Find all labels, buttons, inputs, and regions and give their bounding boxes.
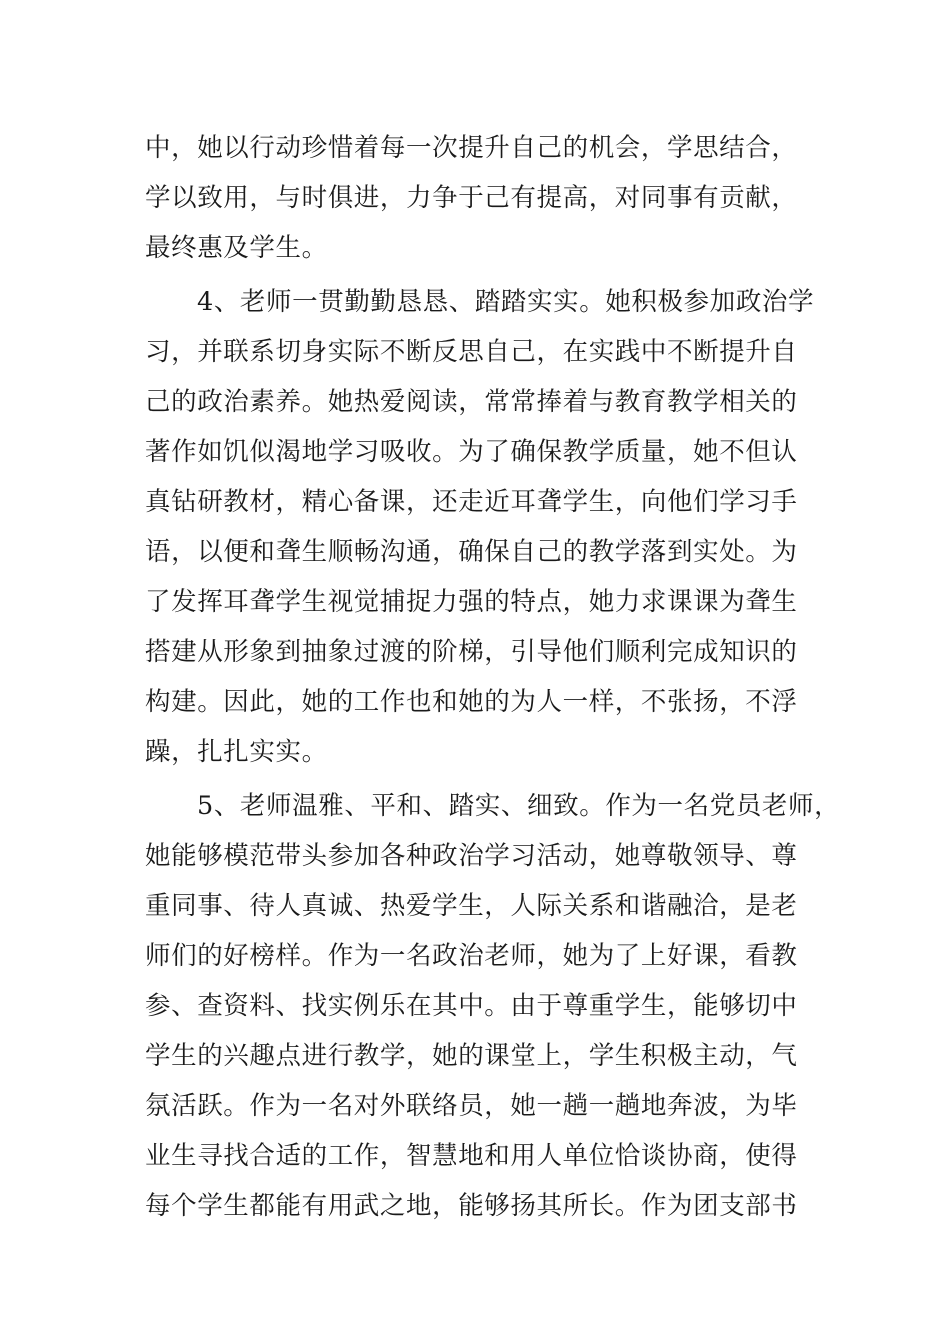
text-line: 学生的兴趣点进行教学，她的课堂上，学生积极主动，气 [145, 1041, 798, 1071]
paragraph-5-first-line: 5、老师温雅、平和、踏实、细致。作为一名党员老师， [197, 791, 841, 821]
text-line: 著作如饥似渴地学习吸收。为了确保教学质量，她不但认 [145, 437, 798, 467]
text-line: 躁，扎扎实实。 [145, 737, 328, 767]
text-line: 中，她以行动珍惜着每一次提升自己的机会，学思结合， [145, 133, 798, 163]
text-line: 重同事、待人真诚、热爱学生，人际关系和谐融洽，是老 [145, 891, 798, 921]
text-line: 业生寻找合适的工作，智慧地和用人单位恰谈协商，使得 [145, 1141, 798, 1171]
text-line: 每个学生都能有用武之地，能够扬其所长。作为团支部书 [145, 1191, 798, 1221]
paragraph-4-first-line: 4、老师一贯勤勤恳恳、踏踏实实。她积极参加政治学 [197, 287, 815, 317]
text-line: 氛活跃。作为一名对外联络员，她一趟一趟地奔波，为毕 [145, 1091, 798, 1121]
text-line: 己的政治素养。她热爱阅读，常常捧着与教育教学相关的 [145, 387, 798, 417]
text-line: 习，并联系切身实际不断反思自己，在实践中不断提升自 [145, 337, 798, 367]
text-line: 搭建从形象到抽象过渡的阶梯，引导他们顺利完成知识的 [145, 637, 798, 667]
text-line: 了发挥耳聋学生视觉捕捉力强的特点，她力求课课为聋生 [145, 587, 798, 617]
text-line: 构建。因此，她的工作也和她的为人一样，不张扬，不浮 [145, 687, 798, 717]
text-line: 参、查资料、找实例乐在其中。由于尊重学生，能够切中 [145, 991, 798, 1021]
text-line: 学以致用，与时俱进，力争于己有提高，对同事有贡献， [145, 183, 798, 213]
text-line: 她能够模范带头参加各种政治学习活动，她尊敬领导、尊 [145, 841, 798, 871]
text-line: 语，以便和聋生顺畅沟通，确保自己的教学落到实处。为 [145, 537, 798, 567]
text-line: 真钻研教材，精心备课，还走近耳聋学生，向他们学习手 [145, 487, 798, 517]
text-line: 师们的好榜样。作为一名政治老师，她为了上好课，看教 [145, 941, 798, 971]
text-line: 最终惠及学生。 [145, 233, 328, 263]
